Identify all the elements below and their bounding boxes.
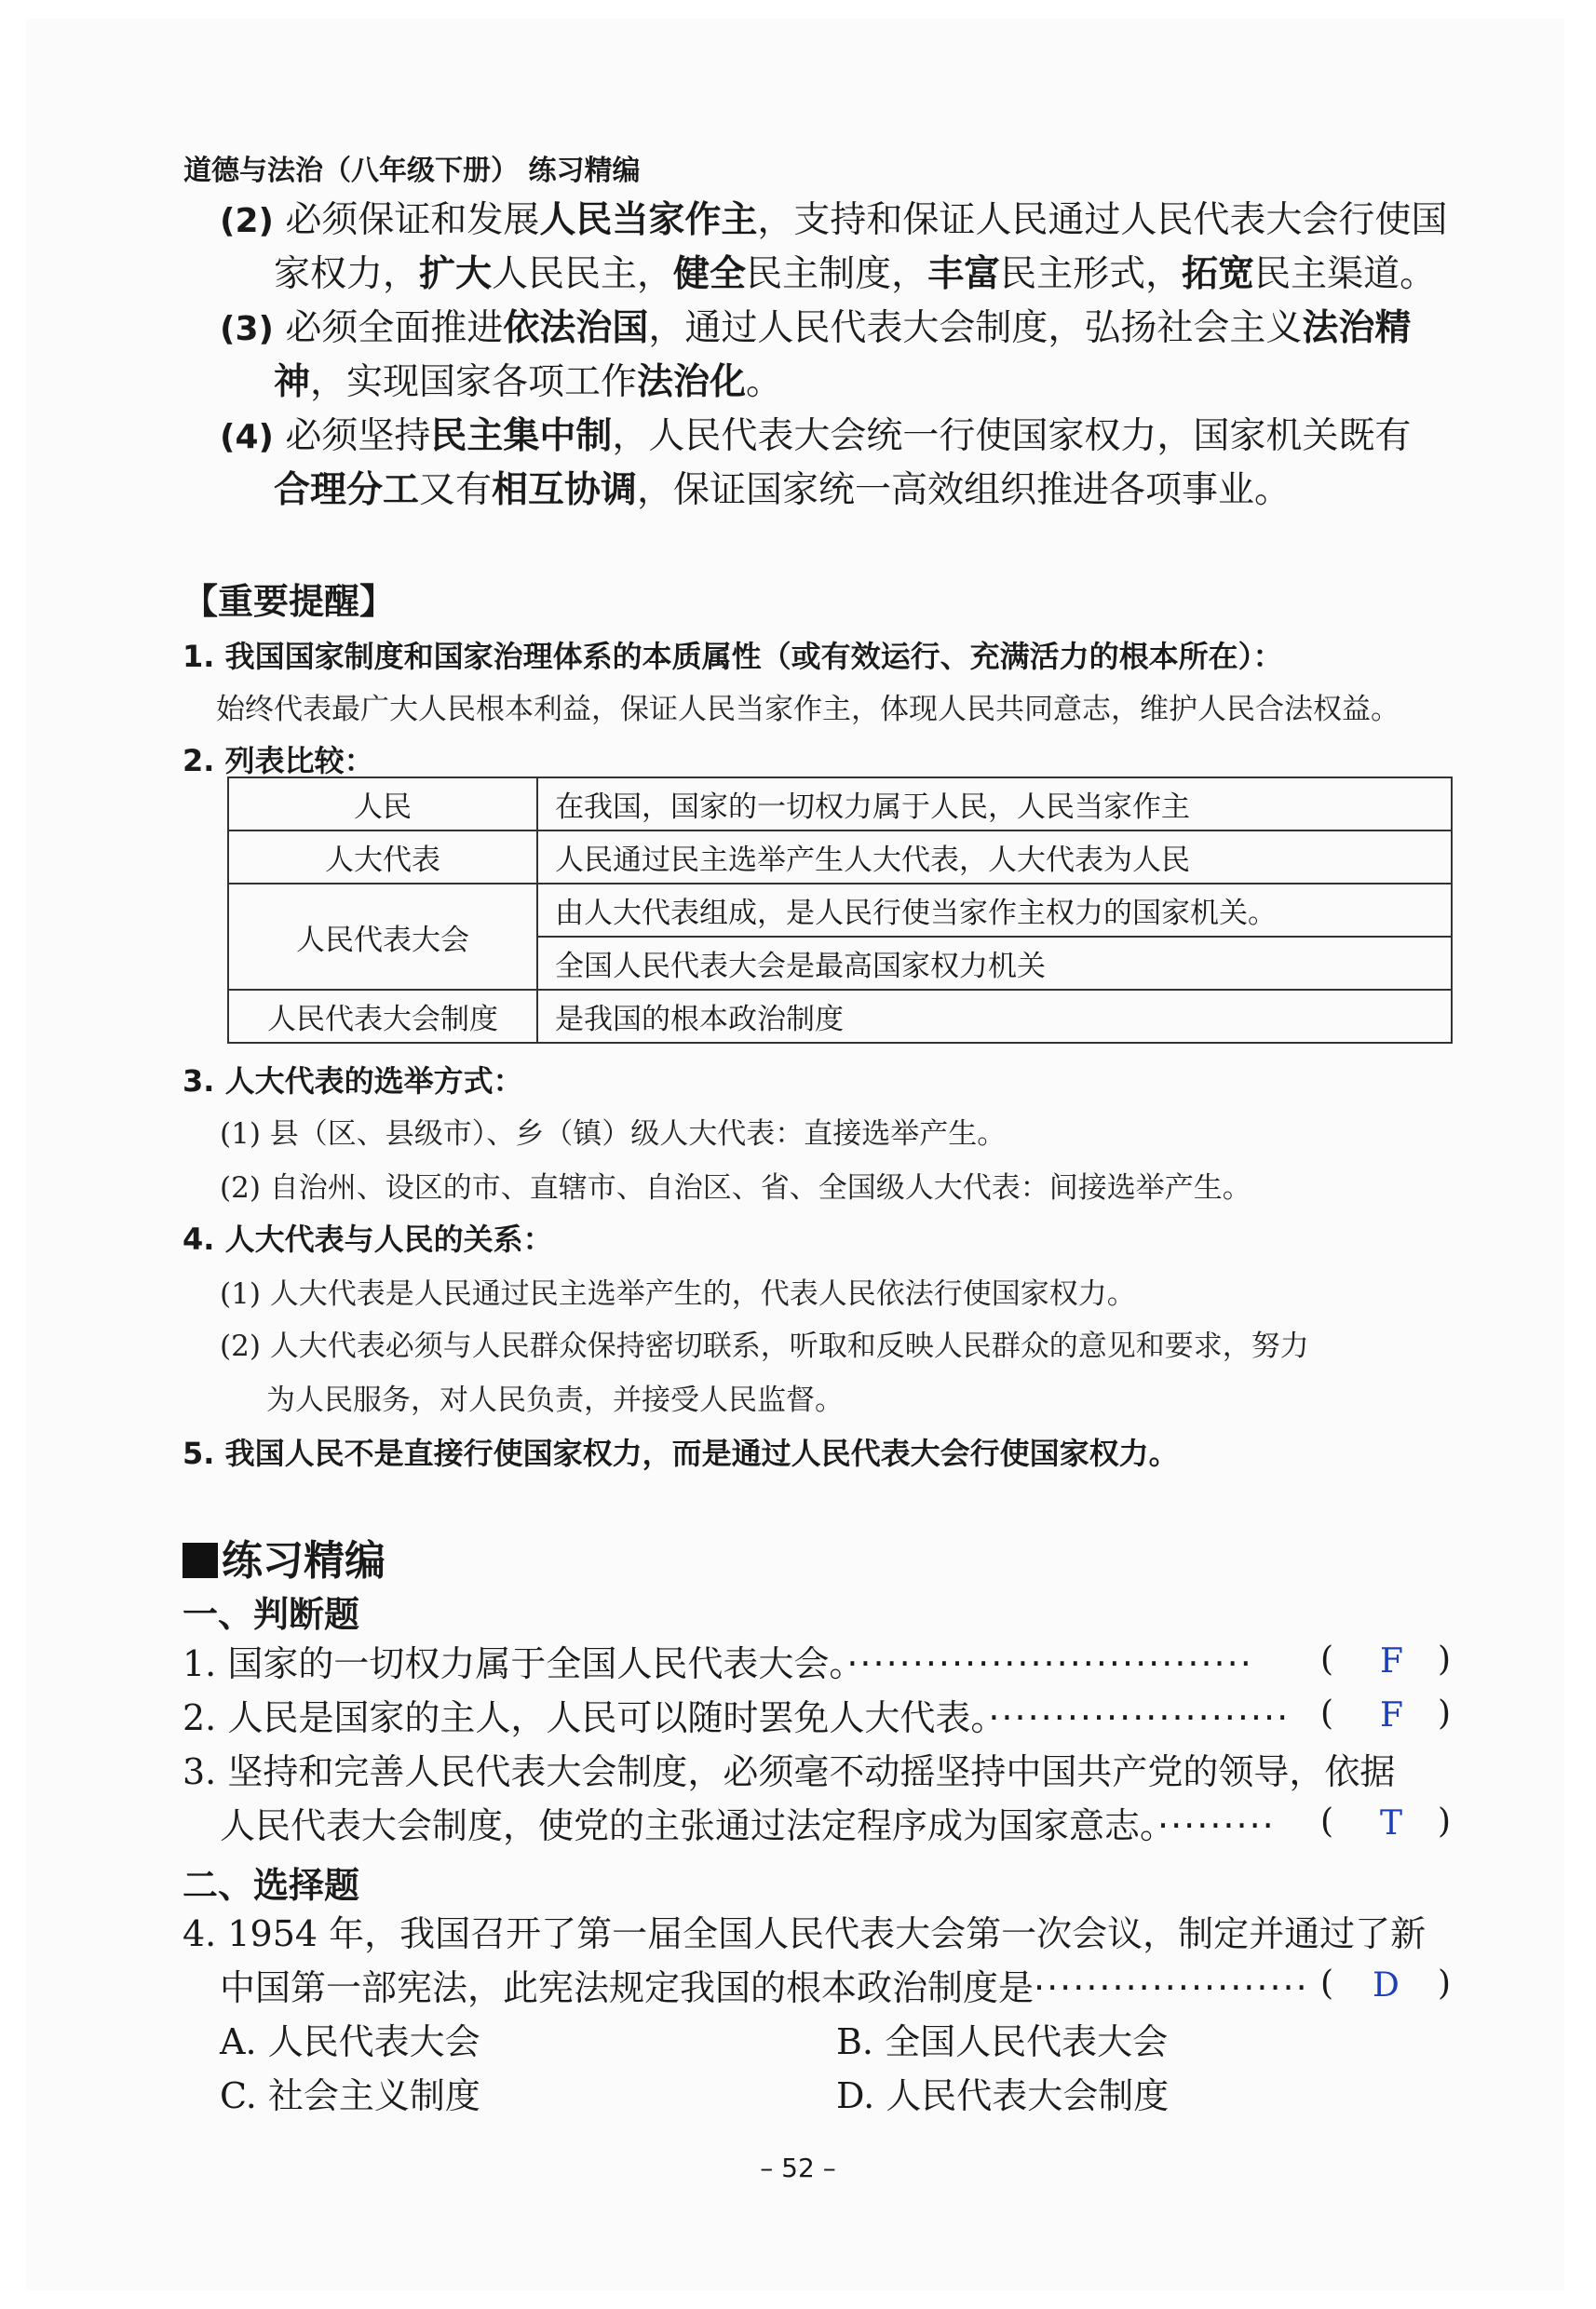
table-row — [228, 884, 1452, 937]
option-a: A. 人民代表大会 — [220, 2021, 480, 2062]
reminder-item1-heading: 1. 我国国家制度和国家治理体系的本质属性（或有效运行、充满活力的根本所在）： — [183, 639, 1283, 674]
table-key-cell: 人民代表大会制度 — [228, 990, 537, 1043]
question-4-line2: 中国第一部宪法，此宪法规定我国的根本政治制度是····················· — [220, 1967, 1309, 2008]
principle-3-line2: 神，实现国家各项工作法治化。 — [274, 361, 783, 403]
table-value-cell: 人民通过民主选举产生人大代表，人大代表为人民 — [537, 830, 1452, 884]
reminder-item3-line1: (1) 县（区、县级市）、乡（镇）级人大代表：直接选举产生。 — [220, 1117, 1007, 1151]
option-c: C. 社会主义制度 — [220, 2075, 480, 2116]
answer-paren-open: ( — [1320, 1803, 1334, 1841]
section-true-false: 一、判断题 — [183, 1594, 360, 1635]
reminder-item4-line1: (1) 人大代表是人民通过民主选举产生的，代表人民依法行使国家权力。 — [220, 1277, 1136, 1311]
section-multiple-choice: 二、选择题 — [183, 1865, 360, 1906]
option-b: B. 全国人民代表大会 — [836, 2021, 1169, 2062]
table-value-cell: 全国人民代表大会是最高国家权力机关 — [537, 937, 1452, 990]
reminder-item2-heading: 2. 列表比较： — [183, 743, 374, 778]
table-row — [228, 990, 1452, 1043]
answer-3: T — [1380, 1804, 1403, 1843]
table-value-cell: 在我国，国家的一切权力属于人民，人民当家作主 — [537, 777, 1452, 830]
running-head: 道德与法治（八年级下册） 练习精编 — [183, 155, 641, 187]
comparison-table — [227, 776, 1453, 1044]
principle-3-line1: (3) 必须全面推进依法治国，通过人民代表大会制度，弘扬社会主义法治精 — [220, 307, 1412, 349]
table-value-cell: 由人大代表组成，是人民行使当家作主权力的国家机关。 — [537, 884, 1452, 937]
question-1: 1. 国家的一切权力属于全国人民代表大会。······························· — [183, 1643, 1253, 1684]
option-d: D. 人民代表大会制度 — [836, 2075, 1170, 2116]
answer-paren-close: ) — [1438, 1641, 1452, 1679]
answer-paren-close: ) — [1438, 1965, 1452, 2003]
table-key-cell: 人大代表 — [228, 830, 537, 884]
answer-2: F — [1380, 1696, 1403, 1735]
question-3-line1: 3. 坚持和完善人民代表大会制度，必须毫不动摇坚持中国共产党的领导，依据 — [183, 1751, 1396, 1792]
principle-4-line2: 合理分工又有相互协调，保证国家统一高效组织推进各项事业。 — [274, 469, 1292, 511]
principle-2-line1: (2) 必须保证和发展人民当家作主，支持和保证人民通过人民代表大会行使国 — [220, 199, 1448, 241]
reminder-item4-line2: (2) 人大代表必须与人民群众保持密切联系，听取和反映人民群众的意见和要求，努力 — [220, 1330, 1309, 1363]
answer-1: F — [1380, 1642, 1403, 1681]
table-row — [228, 777, 1452, 830]
square-bullet-icon — [183, 1543, 218, 1578]
answer-paren-open: ( — [1320, 1695, 1334, 1733]
answer-paren-close: ) — [1438, 1695, 1452, 1733]
reminder-item3-line2: (2) 自治州、设区的市、直辖市、自治区、省、全国级人大代表：间接选举产生。 — [220, 1171, 1251, 1205]
answer-4: D — [1373, 1966, 1400, 2005]
question-3-line2: 人民代表大会制度，使党的主张通过法定程序成为国家意志。········· — [220, 1805, 1276, 1846]
question-4-line1: 4. 1954 年，我国召开了第一届全国人民代表大会第一次会议，制定并通过了新 — [183, 1913, 1427, 1954]
principle-4-line1: (4) 必须坚持民主集中制，人民代表大会统一行使国家权力，国家机关既有 — [220, 415, 1412, 457]
reminder-title: 【重要提醒】 — [183, 580, 396, 622]
principle-2-line2: 家权力，扩大人民民主，健全民主制度，丰富民主形式，拓宽民主渠道。 — [274, 253, 1437, 295]
page-number: – 52 – — [760, 2153, 836, 2183]
reminder-item4-heading: 4. 人大代表与人民的关系： — [183, 1222, 553, 1257]
table-key-cell: 人民代表大会 — [228, 884, 537, 990]
table-row — [228, 830, 1452, 884]
answer-paren-open: ( — [1320, 1965, 1334, 2003]
answer-paren-close: ) — [1438, 1803, 1452, 1841]
question-2: 2. 人民是国家的主人，人民可以随时罢免人大代表。······················· — [183, 1697, 1291, 1738]
reminder-item1-text: 始终代表最广大人民根本利益，保证人民当家作主，体现人民共同意志，维护人民合法权益。 — [216, 693, 1400, 726]
table-key-cell: 人民 — [228, 777, 537, 830]
reminder-item3-heading: 3. 人大代表的选举方式： — [183, 1063, 523, 1099]
reminder-item4-line3: 为人民服务，对人民负责，并接受人民监督。 — [266, 1384, 844, 1417]
table-value-cell: 是我国的根本政治制度 — [537, 990, 1452, 1043]
reminder-item5: 5. 我国人民不是直接行使国家权力，而是通过人民代表大会行使国家权力。 — [183, 1436, 1179, 1471]
practice-heading: 练习精编 — [183, 1527, 385, 1587]
answer-paren-open: ( — [1320, 1641, 1334, 1679]
